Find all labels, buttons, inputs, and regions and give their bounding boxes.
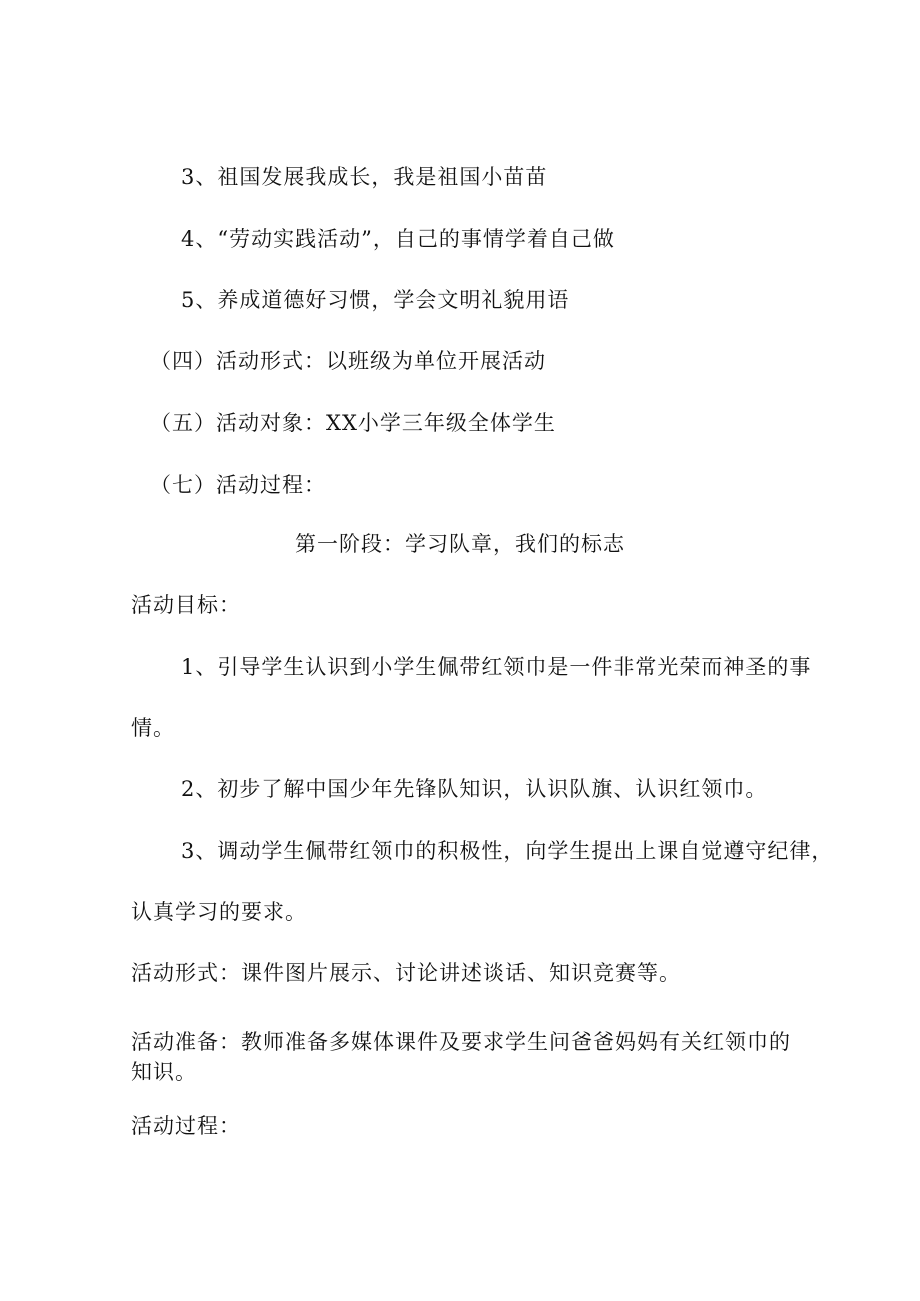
list-item-4: 4、“劳动实践活动”，自己的事情学着自己做 xyxy=(181,227,615,251)
stage-heading: 第一阶段：学习队章，我们的标志 xyxy=(295,532,625,556)
goal-1-line-1: 1、引导学生认识到小学生佩带红领巾是一件非常光荣而神圣的事 xyxy=(181,655,812,679)
activity-prep-line-2: 知识。 xyxy=(131,1060,197,1084)
activity-prep-line-1: 活动准备：教师准备多媒体课件及要求学生问爸爸妈妈有关红领巾的 xyxy=(131,1030,791,1054)
goal-1-line-2: 情。 xyxy=(131,716,175,740)
goal-3-line-2: 认真学习的要求。 xyxy=(131,900,307,924)
section-activity-target: （五）活动对象：XX小学三年级全体学生 xyxy=(150,411,556,435)
section-activity-form: （四）活动形式：以班级为单位开展活动 xyxy=(150,349,546,373)
goal-3-line-1: 3、调动学生佩带红领巾的积极性，向学生提出上课自觉遵守纪律， xyxy=(181,839,834,863)
list-item-3: 3、祖国发展我成长，我是祖国小苗苗 xyxy=(181,165,548,189)
activity-form-line: 活动形式：课件图片展示、讨论讲述谈话、知识竞赛等。 xyxy=(131,961,681,985)
goals-heading: 活动目标： xyxy=(131,593,241,617)
section-activity-process: （七）活动过程： xyxy=(150,473,326,497)
activity-process-heading: 活动过程： xyxy=(131,1114,241,1138)
goal-2: 2、初步了解中国少年先锋队知识，认识队旗、认识红领巾。 xyxy=(181,777,768,801)
list-item-5: 5、养成道德好习惯，学会文明礼貌用语 xyxy=(181,288,570,312)
